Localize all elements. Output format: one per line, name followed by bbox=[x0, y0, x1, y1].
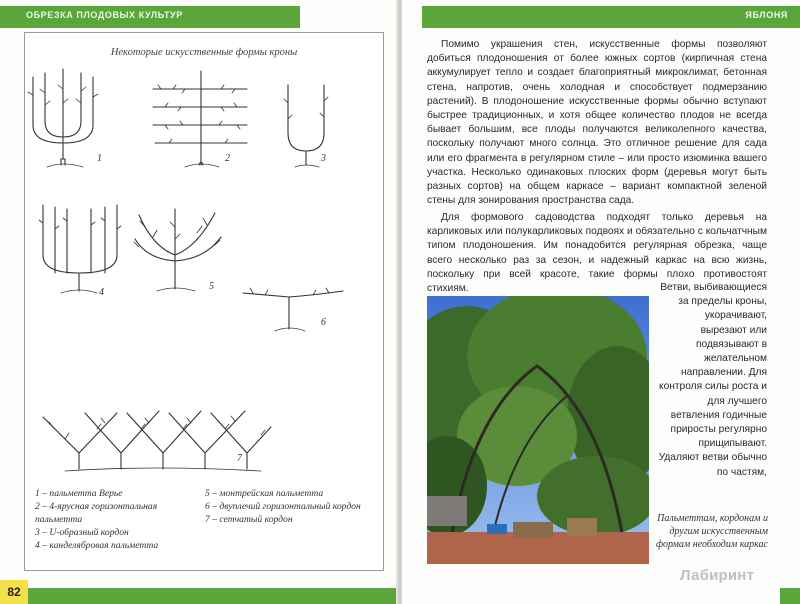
legend-column-left bbox=[35, 487, 200, 552]
tree-form-6-drawing bbox=[243, 288, 343, 331]
tree-form-1-drawing bbox=[28, 69, 98, 167]
legend-item: 4 – канделябровая пальметта bbox=[35, 540, 159, 551]
right-header-band bbox=[422, 6, 800, 28]
left-header-band bbox=[0, 6, 300, 28]
tree-arch-photo bbox=[427, 296, 649, 564]
fig-number-3: 3 bbox=[321, 153, 326, 164]
paragraph-1: Помимо украшения стен, искусственные формы позволяют добиться плодоношения от более южных сортов (кирпичная стена аккумулирует тепло и создает благоприятный микроклимат, бетонная стена, напротив, очень холодная и способствует подмерзанию растений). В плодоношение искусственные формы обычно вступают быстрее традиционных, и хотя общее количество плодов не всегда бывает большим, все плоды получаются великолепного качества, поскольку получают много солнца. Это отличное решение для сада или его фрагмента в регулярном стиле – или просто изюминка вашего участка. Несколько одинаковых плоских форм (деревья могут быть разных сортов) на общем каркасе – вариант компактной зеленой стены для зонирования пространства сада. bbox=[427, 39, 767, 207]
legend-item: 6 – двуплечий горизонтальный кордон bbox=[205, 501, 361, 512]
figure-title: Некоторые искусственные формы кроны bbox=[110, 47, 298, 58]
fig-number-6: 6 bbox=[321, 317, 326, 328]
publisher-watermark: Лабиринт bbox=[680, 567, 755, 584]
page-number: 82 bbox=[0, 580, 28, 604]
legend-item: 7 – сетчатый кордон bbox=[205, 514, 293, 525]
fig-number-7: 7 bbox=[237, 453, 242, 464]
fig-number-2: 2 bbox=[225, 153, 230, 164]
tree-form-2-drawing bbox=[153, 71, 247, 167]
legend-item: 2 – 4-ярусная горизонтальная пальметта bbox=[35, 501, 158, 525]
right-footer-band bbox=[780, 588, 800, 604]
tree-forms-illustration bbox=[25, 33, 383, 483]
tree-form-5-drawing bbox=[134, 209, 221, 291]
fig-number-1: 1 bbox=[97, 153, 102, 164]
figure-frame bbox=[24, 32, 384, 571]
tree-form-4-drawing bbox=[39, 205, 121, 293]
garden-photo bbox=[427, 296, 649, 564]
section-title-right: ЯБЛОНЯ bbox=[745, 10, 788, 20]
fig-number-4: 4 bbox=[99, 287, 104, 298]
left-footer-band bbox=[0, 588, 398, 604]
section-title-left: ОБРЕЗКА ПЛОДОВЫХ КУЛЬТУР bbox=[26, 10, 183, 20]
legend-item: 1 – пальметта Верье bbox=[35, 488, 123, 499]
legend-column-right bbox=[205, 487, 370, 526]
legend-item: 3 – U-образный кордон bbox=[35, 527, 129, 538]
paragraph-2: Для формового садоводства подходят только деревья на карликовых или полукарликовых подвоях и обязательно с кольчатчным типом плодоношения. Им понадобится регулярная обрезка, чаще всего несколько раз за сезон, и надежный каркас на всю жизнь, поскольку при всей красоте, такие формы плохо противостоят стихиям. bbox=[427, 212, 767, 295]
legend-item: 5 – монтрейская пальметта bbox=[205, 488, 324, 499]
paragraph-3: Ветви, выбивающиеся за пределы кроны, укорачивают, вырезают или подвязывают в желательном направлении. Для контроля силы роста и для лучшего ветвления годичные приросты регулярно прищипывают. Удаляют ветви обычно по частям, bbox=[658, 282, 767, 478]
photo-caption: Пальметтам, кордонам и другим искусственным формам необходим каркас bbox=[656, 513, 768, 550]
fig-number-5: 5 bbox=[209, 281, 214, 292]
